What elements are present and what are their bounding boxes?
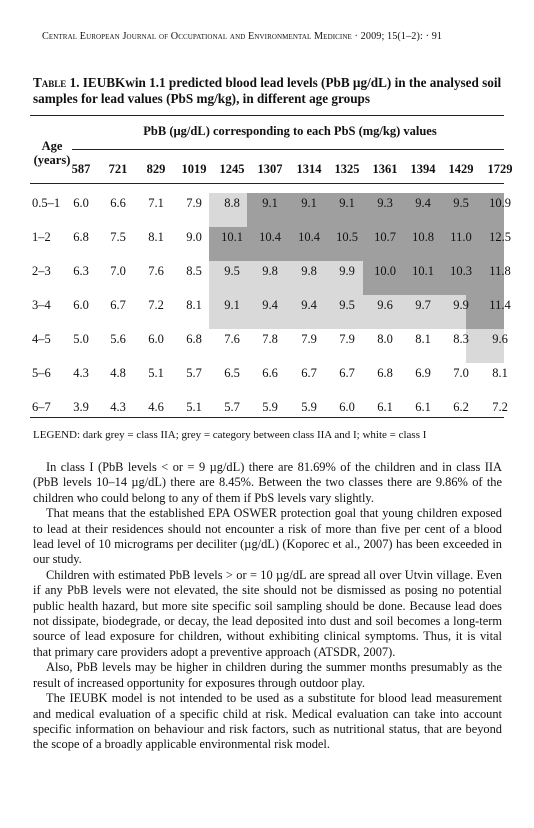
pbb-value-cell: 4.6: [148, 400, 164, 414]
table-legend: LEGEND: dark grey = class IIA; grey = category between class IIA and I; white = class I: [33, 429, 427, 441]
running-header: [42, 31, 500, 42]
pbb-value-cell: 7.5: [110, 230, 126, 244]
pbb-value-cell: 6.6: [110, 196, 126, 210]
age-column-header: Age (years): [33, 139, 71, 167]
pbb-value-cell: 11.4: [489, 298, 511, 312]
body-text: [33, 460, 502, 753]
pbb-value-cell: 10.9: [489, 196, 511, 210]
pbb-value-cell: 6.0: [148, 332, 164, 346]
pbb-value-cell: 6.7: [339, 366, 355, 380]
age-group-label: 0.5–1: [32, 196, 61, 210]
column-header-pbs: 1314: [296, 162, 322, 176]
pbb-value-cell: 9.5: [339, 298, 355, 312]
table-span-rule: [72, 149, 504, 150]
table-bottom-rule: [30, 417, 504, 418]
age-group-label: 2–3: [32, 264, 51, 278]
pbb-value-cell: 8.8: [224, 196, 240, 210]
column-header-pbs: 1019: [181, 162, 207, 176]
pbb-value-cell: 9.3: [377, 196, 393, 210]
pbb-value-cell: 11.8: [489, 264, 511, 278]
pbb-value-cell: 10.8: [412, 230, 434, 244]
age-group-label: 5–6: [32, 366, 51, 380]
pbb-value-cell: 5.9: [301, 400, 317, 414]
pbb-value-cell: 7.9: [186, 196, 202, 210]
pbb-value-cell: 9.1: [262, 196, 278, 210]
pbb-span-header: PbB (µg/dL) corresponding to each PbS (mg/kg) values: [143, 124, 437, 138]
age-group-label: 1–2: [32, 230, 51, 244]
pbb-value-cell: 6.6: [262, 366, 278, 380]
pbb-value-cell: 9.7: [415, 298, 431, 312]
pbb-value-cell: 4.8: [110, 366, 126, 380]
paragraph: In class I (PbB levels < or = 9 µg/dL) there are 81.69% of the children and in class IIA (PbB levels 10–14 µg/dL) there are 8.45%. Between the two classes there are 9.86% of the children who could belong to any of them if PbS levels vary slightly.: [33, 460, 502, 505]
pbb-value-cell: 10.3: [450, 264, 472, 278]
pbb-value-cell: 10.4: [298, 230, 320, 244]
pbb-value-cell: 7.8: [262, 332, 278, 346]
pbb-value-cell: 7.9: [339, 332, 355, 346]
column-header-pbs: 1394: [410, 162, 436, 176]
caption-text: IEUBKwin 1.1 predicted blood lead levels (PbB µg/dL) in the analysed soil samples for lead values (PbS mg/kg), in different age groups: [33, 75, 502, 106]
pbb-value-cell: 5.1: [186, 400, 202, 414]
pbb-value-cell: 10.7: [374, 230, 396, 244]
pbb-value-cell: 8.3: [453, 332, 469, 346]
pbb-value-cell: 9.5: [224, 264, 240, 278]
pbb-value-cell: 5.1: [148, 366, 164, 380]
table-caption: [33, 75, 503, 107]
pbb-value-cell: 6.0: [73, 298, 89, 312]
column-header-pbs: 829: [146, 162, 166, 176]
pbb-value-cell: 9.4: [262, 298, 278, 312]
pbb-value-cell: 9.1: [301, 196, 317, 210]
pbb-value-cell: 10.4: [259, 230, 281, 244]
paragraph: That means that the established EPA OSWER protection goal that young children exposed to lead at their residences should not encounter a risk of more than five per cent of a blood lead level of 10 micrograms per deciliter (µg/dL) (Koporec et al., 2007) has been exceeded in our study.: [33, 506, 502, 567]
pbb-value-cell: 7.6: [148, 264, 164, 278]
column-header-pbs: 721: [108, 162, 128, 176]
pbb-value-cell: 9.1: [224, 298, 240, 312]
pbb-value-cell: 6.2: [453, 400, 469, 414]
pbb-value-cell: 7.0: [110, 264, 126, 278]
table-header-rule: [30, 183, 504, 184]
pbb-value-cell: 10.0: [374, 264, 396, 278]
pbb-value-cell: 10.1: [221, 230, 243, 244]
paragraph: The IEUBK model is not intended to be used as a substitute for blood lead measurement and medical evaluation of a specific child at risk. Medical evaluation can take into account specific information on behaviour and risk factors, such as nutritional status, that are beyond the scope of a broadly applicable environmental risk model.: [33, 691, 502, 752]
pbb-value-cell: 6.0: [339, 400, 355, 414]
pbb-value-cell: 7.0: [453, 366, 469, 380]
pbb-value-cell: 7.9: [301, 332, 317, 346]
pbb-value-cell: 6.8: [377, 366, 393, 380]
column-header-pbs: 1429: [448, 162, 474, 176]
pbb-value-cell: 11.0: [450, 230, 472, 244]
pbb-value-cell: 7.2: [492, 400, 508, 414]
pbb-value-cell: 8.5: [186, 264, 202, 278]
pbb-value-cell: 7.6: [224, 332, 240, 346]
pbb-value-cell: 8.1: [148, 230, 164, 244]
table-top-rule: [30, 115, 504, 116]
pbb-value-cell: 7.2: [148, 298, 164, 312]
data-table: [30, 115, 513, 418]
pbb-value-cell: 8.0: [377, 332, 393, 346]
pbb-value-cell: 9.8: [262, 264, 278, 278]
pbb-value-cell: 7.1: [148, 196, 164, 210]
pbb-value-cell: 6.1: [415, 400, 431, 414]
pbb-value-cell: 9.6: [492, 332, 508, 346]
pbb-value-cell: 9.8: [301, 264, 317, 278]
issue-info: · 2009; 15(1–2): · 91: [354, 31, 443, 42]
pbb-value-cell: 9.4: [301, 298, 317, 312]
pbb-value-cell: 6.3: [73, 264, 89, 278]
pbb-value-cell: 5.7: [224, 400, 240, 414]
pbb-value-cell: 6.7: [301, 366, 317, 380]
pbb-value-cell: 8.1: [415, 332, 431, 346]
age-group-label: 4–5: [32, 332, 51, 346]
pbb-value-cell: 6.9: [415, 366, 431, 380]
column-header-pbs: 1729: [487, 162, 513, 176]
column-header-pbs: 1361: [372, 162, 398, 176]
pbb-value-cell: 5.9: [262, 400, 278, 414]
pbb-value-cell: 3.9: [73, 400, 89, 414]
column-header-pbs: 587: [71, 162, 91, 176]
pbb-value-cell: 8.1: [186, 298, 202, 312]
pbb-value-cell: 9.5: [453, 196, 469, 210]
table-label: Table 1.: [33, 75, 80, 90]
column-header-pbs: 1245: [219, 162, 245, 176]
pbb-value-cell: 4.3: [110, 400, 126, 414]
age-group-label: 3–4: [32, 298, 51, 312]
pbb-value-cell: 9.9: [339, 264, 355, 278]
paragraph: Children with estimated PbB levels > or = 10 µg/dL are spread all over Utvin village. Even if any PbB levels were not elevated, the site should not be dismissed as posing no potential public health hazard, but more site specific soil sampling should be done. Because lead does not dissipate, biodegrade, or decay, the lead deposited into dust and soil becomes a long-term source of lead exposure for children, without exhibiting clinical symptoms. Thus, it is vital that primary care providers adopt a preventive approach (ATSDR, 2007).: [33, 567, 502, 659]
age-group-label: 6–7: [32, 400, 51, 414]
pbb-value-cell: 10.5: [336, 230, 358, 244]
pbb-value-cell: 5.0: [73, 332, 89, 346]
pbb-value-cell: 6.5: [224, 366, 240, 380]
pbb-value-cell: 9.0: [186, 230, 202, 244]
pbb-value-cell: 10.1: [412, 264, 434, 278]
pbb-value-cell: 8.1: [492, 366, 508, 380]
pbb-value-cell: 5.6: [110, 332, 126, 346]
pbb-value-cell: 9.1: [339, 196, 355, 210]
journal-name: Central European Journal of Occupational and Environmental Medicine: [42, 31, 352, 42]
pbb-value-cell: 6.8: [186, 332, 202, 346]
pbb-value-cell: 9.6: [377, 298, 393, 312]
column-header-pbs: 1307: [257, 162, 283, 176]
pbb-value-cell: 9.9: [453, 298, 469, 312]
column-header-pbs: 1325: [334, 162, 360, 176]
pbb-value-cell: 9.4: [415, 196, 431, 210]
pbb-value-cell: 12.5: [489, 230, 511, 244]
pbb-value-cell: 6.1: [377, 400, 393, 414]
pbb-value-cell: 6.7: [110, 298, 126, 312]
pbb-value-cell: 6.0: [73, 196, 89, 210]
paragraph: Also, PbB levels may be higher in children during the summer months presumably as the result of increased opportunity for exposures through outdoor play.: [33, 660, 502, 690]
pbb-value-cell: 4.3: [73, 366, 89, 380]
pbb-value-cell: 5.7: [186, 366, 202, 380]
pbb-value-cell: 6.8: [73, 230, 89, 244]
